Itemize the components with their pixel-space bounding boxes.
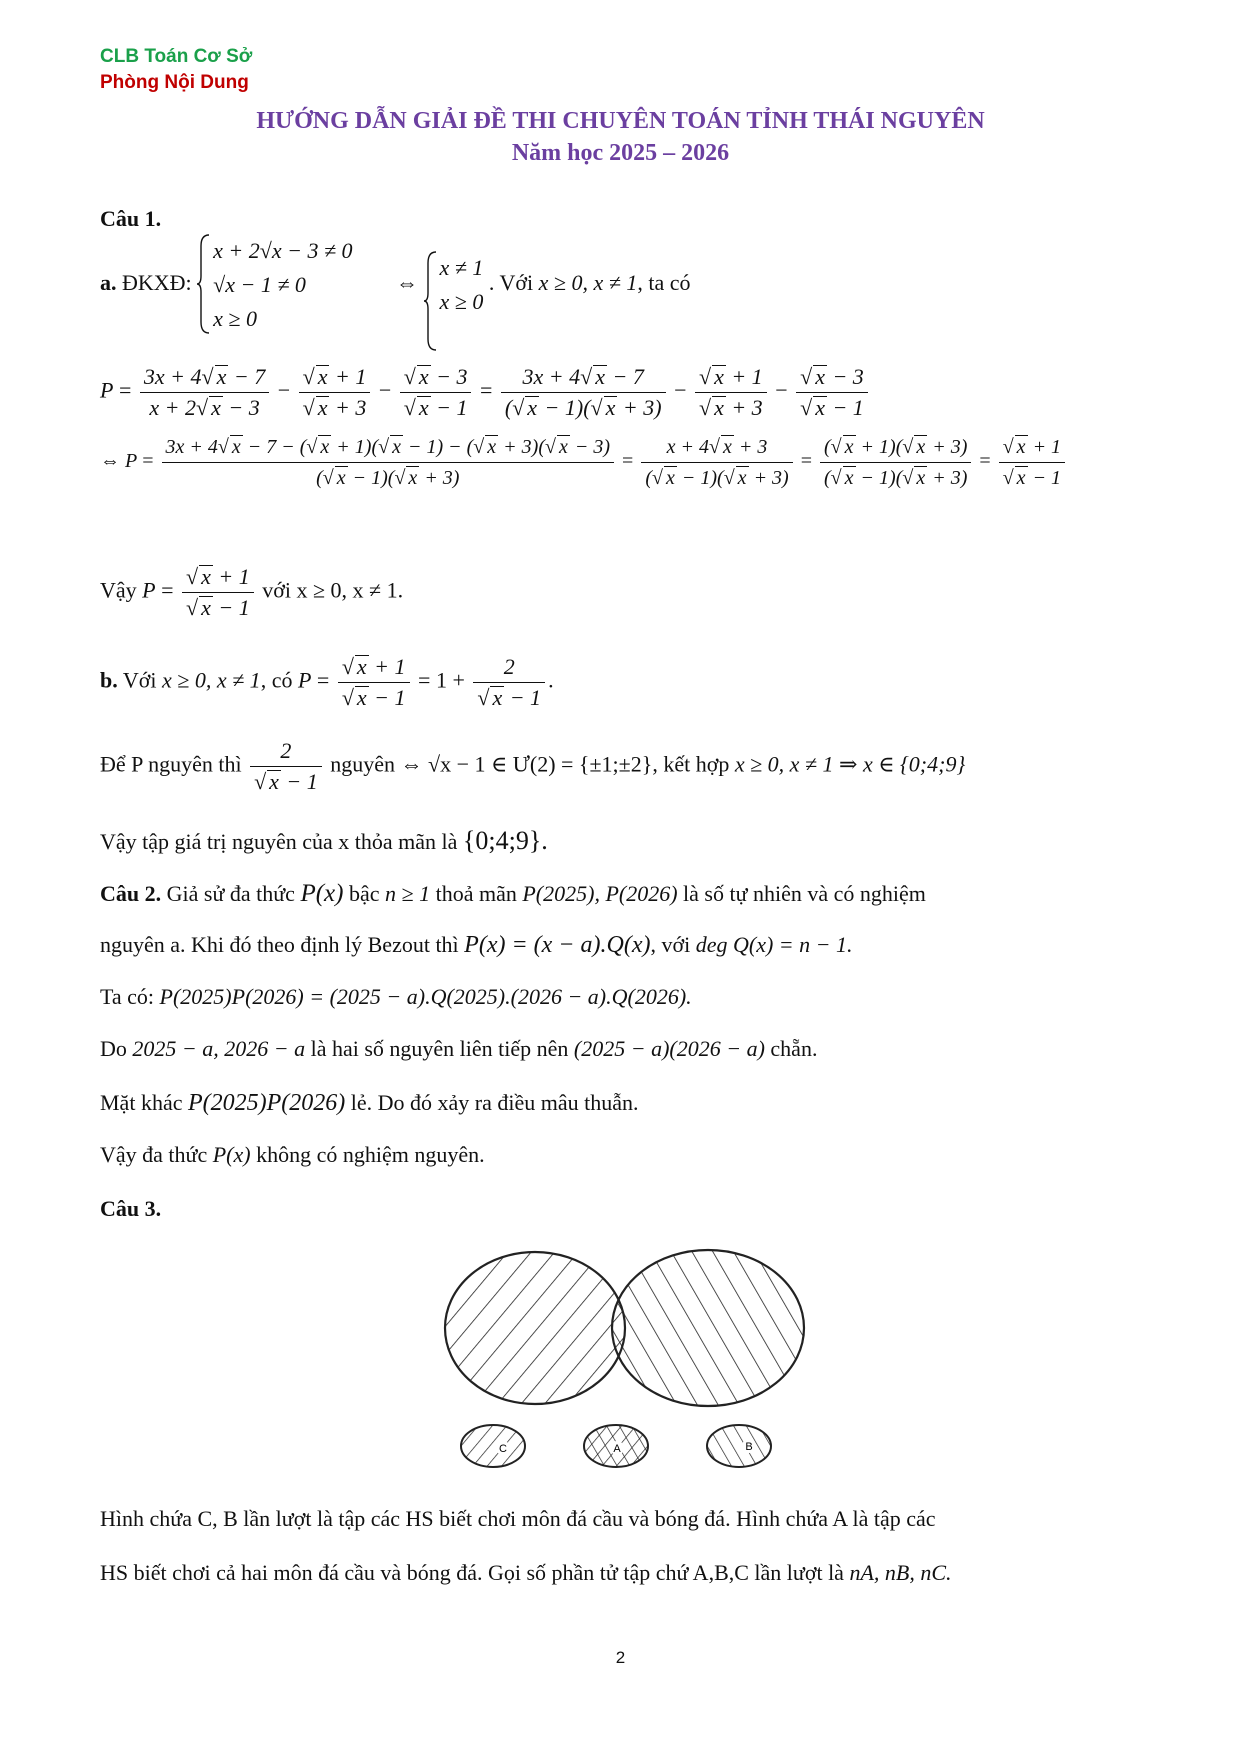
legend-a-label: A xyxy=(613,1443,621,1455)
q2-text-2: bậc xyxy=(348,881,380,906)
q2-text-6: , với xyxy=(650,932,691,957)
q2-text-13: Vậy đa thức xyxy=(100,1142,208,1167)
q2-line-2 xyxy=(100,932,852,959)
q1a-label: a. xyxy=(100,270,117,296)
legend-b-label: B xyxy=(745,1441,753,1453)
nguyen-text: nguyên ⇔ √x − 1 ∈ Ư(2) = {±1;±2} xyxy=(330,751,653,777)
q1b-integer-condition: Để P nguyên thì $\frac{2}{√ x - 1}$ nguyên ⇔ √x − 1 ∈ Ư(2) = {±1;±2}, kết hợp x ≥ 0, x ≠ 1 ⇒ x ∈ {0;4;9} xyxy=(100,738,966,794)
q2-degree: n ≥ 1 xyxy=(385,881,431,906)
p-expression-2: ⇔ P = $\frac{3x + 4√ x - 7 - (√ x + 1)(√ x - 1) - (√ x + 3)(√ x - 3)}{(√ x - 1)(√ x + 3)}$ = $\frac{x + 4√ x + 3}{(√ x - 1)(√ x + 3)}$ = $\frac{(√ x + 1)(√ x + 3)}{(√ x - 1)(√ x + 3)}$ = $\frac{√ x + 1}{√ x - 1}$ xyxy=(100,432,1068,493)
equivalence-symbol: ⇔ xyxy=(396,270,419,296)
q2-poly-final: P(x) xyxy=(212,1142,251,1167)
q1a-conclusion: Vậy P = $\frac{√ x + 1}{√ x - 1}$ với x ≥ 0, x ≠ 1. xyxy=(100,564,404,620)
q2-even-product: (2025 − a)(2026 − a) xyxy=(573,1036,765,1061)
final-set: {0;4;9}. xyxy=(462,826,548,855)
q2-bezout: P(x) = (x − a).Q(x) xyxy=(464,932,651,958)
q2-product: P(2025)P(2026) = (2025 − a).Q(2025).(2026 − a).Q(2026). xyxy=(159,984,692,1009)
q2-line-4 xyxy=(100,1036,817,1062)
q1b-condition: x ≥ 0, x ≠ 1 xyxy=(162,667,261,693)
q2-line-1 xyxy=(100,880,926,908)
condition-1: x + 2√x − 3 ≠ 0 xyxy=(213,238,353,263)
condition-3: x ≥ 0 xyxy=(213,306,258,331)
q2-text-10: chẵn. xyxy=(770,1036,818,1061)
q1b-final xyxy=(100,826,548,856)
dkxd-label: ĐKXĐ: xyxy=(122,270,192,296)
de-p-text: Để P nguyên thì xyxy=(100,751,242,777)
left-brace-icon xyxy=(197,234,211,334)
q3-text: HS biết chơi cả hai môn đá cầu và bóng đá. Gọi số phần tử tập chứ A,B,C lần lượt là xyxy=(100,1560,844,1585)
q2-line-6 xyxy=(100,1142,485,1168)
conclusion-suffix: với x ≥ 0, x ≠ 1. xyxy=(262,577,404,603)
q2-odd-product: P(2025)P(2026) xyxy=(187,1090,346,1116)
left-brace-icon xyxy=(424,251,438,351)
result-system xyxy=(424,251,484,319)
condition-system xyxy=(197,234,352,336)
q2-text-4: là số tự nhiên và có nghiệm xyxy=(683,881,926,906)
q2-heading: Câu 2. xyxy=(100,881,162,906)
q1b-label: b. xyxy=(100,667,118,693)
q2-text-14: không có nghiệm nguyên. xyxy=(256,1142,485,1167)
document-title: HƯỚNG DẪN GIẢI ĐỀ THI CHUYÊN TOÁN TỈNH THÁI NGUYÊN xyxy=(256,108,985,134)
document-subtitle: Năm học 2025 – 2026 xyxy=(511,140,730,166)
q2-text-11: Mặt khác xyxy=(100,1090,183,1115)
ta-co-text: , ta có xyxy=(637,270,691,296)
q1b-line: b. Với x ≥ 0, x ≠ 1, có P = $\frac{√ x + 1}{√ x - 1}$ = 1 + $\frac{2}{√ x - 1}$ . xyxy=(100,654,554,710)
page-number: 2 xyxy=(615,1648,626,1667)
q1b-co: , có xyxy=(260,667,293,693)
result-1: x ≠ 1 xyxy=(439,255,484,280)
q3-heading: Câu 3. xyxy=(100,1196,162,1221)
q2-poly: P(x) xyxy=(300,880,344,907)
q1-heading: Câu 1. xyxy=(100,206,162,231)
q2-consecutive: 2025 − a, 2026 − a xyxy=(132,1036,306,1061)
q2-text-9: là hai số nguyên liên tiếp nên xyxy=(310,1036,569,1061)
q2-text-12: lẻ. Do đó xảy ra điều mâu thuẫn. xyxy=(350,1090,639,1115)
ket-hop-text: , kết hợp xyxy=(652,751,730,777)
q1a-conditions xyxy=(100,234,690,336)
q2-line-5 xyxy=(100,1090,639,1117)
department-name: Phòng Nội Dung xyxy=(100,72,249,93)
q2-line-3 xyxy=(100,984,692,1010)
venn-diagram xyxy=(440,1248,810,1488)
q2-text-5: nguyên a. Khi đó theo định lý Bezout thì xyxy=(100,932,459,957)
q2-text-1: Giả sử đa thức xyxy=(166,881,295,906)
condition-2: √x − 1 ≠ 0 xyxy=(213,272,306,297)
q2-text-8: Do xyxy=(100,1036,127,1061)
q3-paragraph-1: Hình chứa C, B lần lượt là tập các HS biết chơi môn đá cầu và bóng đá. Hình chứa A là tập các xyxy=(100,1506,936,1531)
q1b-text: Với xyxy=(122,667,157,693)
p-expression-1: P = $\frac{3x + 4√ x - 7}{x + 2√ x - 3}$ − $\frac{√ x + 1}{√ x + 3}$ − $\frac{√ x - 3}{√ x - 1}$ = $\frac{3x + 4√ x - 7}{(√ x - 1)(√ x + 3)}$ − $\frac{√ x + 1}{√ x + 3}$ − $\frac{√ x - 3}{√ x - 1}$ xyxy=(100,362,871,423)
q2-text-7: Ta có: xyxy=(100,984,155,1009)
with-text: . Với xyxy=(488,270,534,296)
q3-paragraph-2 xyxy=(100,1560,952,1586)
q2-values: P(2025), P(2026) xyxy=(522,881,678,906)
q2-deg: deg Q(x) = n − 1. xyxy=(695,932,853,957)
q2-text-3: thoả mãn xyxy=(435,881,517,906)
legend-c-label: C xyxy=(499,1443,507,1455)
ket-hop-math: x ≥ 0, x ≠ 1 ⇒ x ∈ {0;4;9} xyxy=(734,751,966,777)
with-condition: x ≥ 0, x ≠ 1 xyxy=(538,270,638,296)
conclusion-prefix: Vậy xyxy=(100,577,137,603)
q3-counts: nA, nB, nC. xyxy=(849,1560,952,1585)
final-text: Vậy tập giá trị nguyên của x thỏa mãn là xyxy=(100,829,458,854)
club-name: CLB Toán Cơ Sở xyxy=(100,46,253,67)
result-2: x ≥ 0 xyxy=(439,289,484,314)
